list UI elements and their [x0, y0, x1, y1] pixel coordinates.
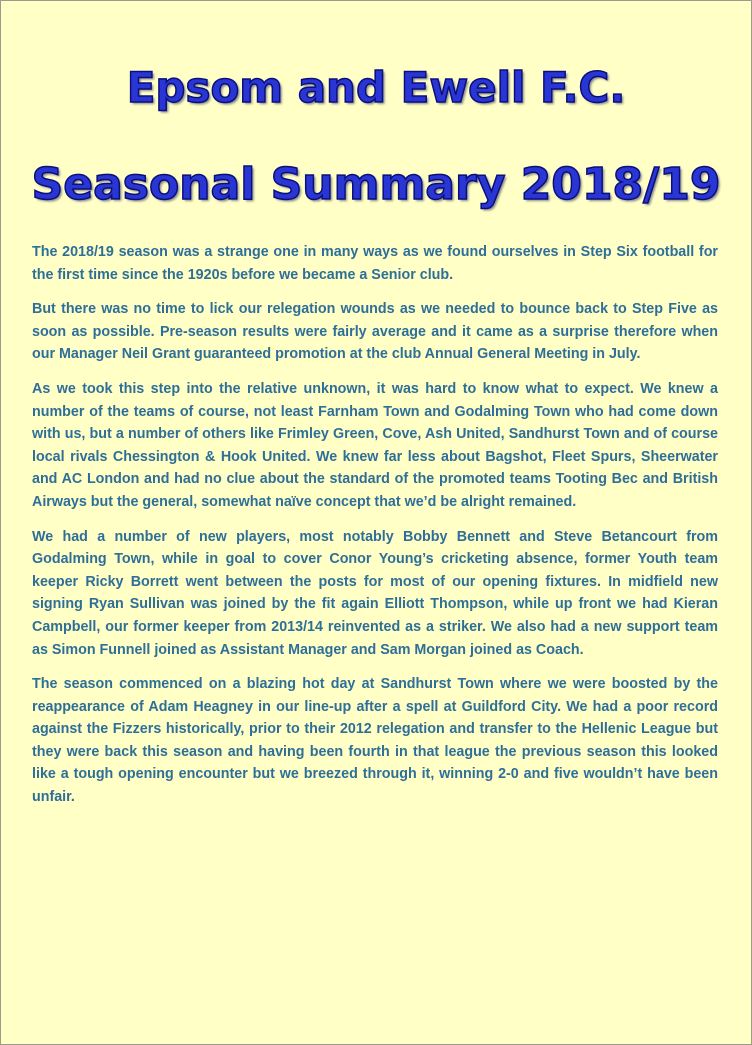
paragraph-4: We had a number of new players, most notably Bobby Bennett and Steve Betancourt from Godalming Town, while in goal to cover Conor Young’s cricketing absence, former Youth team keeper Ricky Borrett went between the posts for most of our opening fixtures. In midfield new signing Ryan Sullivan was joined by the fit again Elliott Thompson, while up front we had Kieran Campbell, our former keeper from 2013/14 reinvented as a striker. We also had a new support team as Simon Funnell joined as Assistant Manager and Sam Morgan joined as Coach. [32, 528, 718, 658]
paragraph-3: As we took this step into the relative unknown, it was hard to know what to expect. We knew a number of the teams of course, not least Farnham Town and Godalming Town who had come down with us, but a number of others like Frimley Green, Cove, Ash United, Sandhurst Town and of course local rivals Chessington & Hook United. We knew far less about Bagshot, Fleet Spurs, Sheerwater and AC London and had no clue about the standard of the promoted teams Tooting Bec and British Airways but the general, somewhat naïve concept that we’d be alright remained. [32, 380, 718, 510]
document-title-line-2: Seasonal Summary 2018/19 [31, 159, 721, 210]
paragraph-5: The season commenced on a blazing hot day at Sandhurst Town where we were boosted by the reappearance of Adam Heagney in our line-up after a spell at Guildford City. We had a poor record against the Fizzers historically, prior to their 2012 relegation and transfer to the Hellenic League but they were back this season and having been fourth in that league the previous season this looked like a tough opening encounter but we breezed through it, winning 2-0 and five wouldn’t have been unfair. [32, 676, 718, 806]
paragraph-2: But there was no time to lick our relegation wounds as we needed to bounce back to Step Five as soon as possible. Pre-season results were fairly average and it came as a surprise therefore when our Manager Neil Grant guaranteed promotion at the club Annual General Meeting in July. [32, 301, 718, 363]
document-body [32, 241, 718, 821]
document-title-line-1: Epsom and Ewell F.C. [126, 63, 626, 112]
paragraph-1: The 2018/19 season was a strange one in many ways as we found ourselves in Step Six football for the first time since the 1920s before we became a Senior club. [32, 244, 718, 283]
